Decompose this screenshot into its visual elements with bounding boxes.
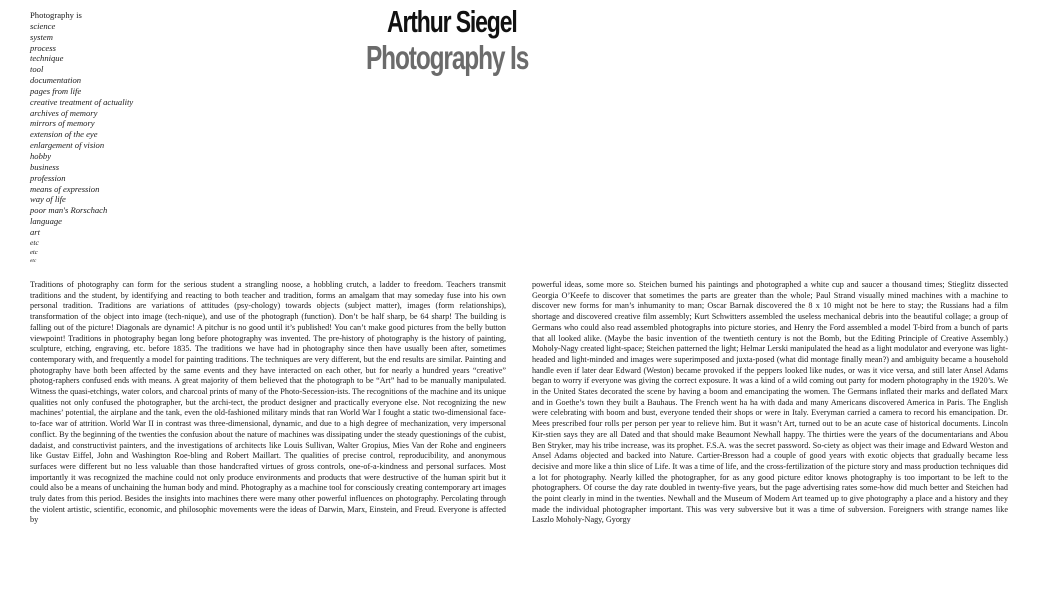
list-item-etc: etc — [30, 248, 38, 256]
list-item: hobby — [30, 150, 52, 161]
body-text: powerful ideas, some more so. Steichen burned his paintings and photographed a white cup and saucer a thousand times; Stieglitz dissected Georgia O’Keefe to discover that sometimes the parts are greater than the whole; Paul Strand visually mined machines with a machine to discover new forms for man’s inhumanity to man; Oscar Barnak discovered the 8 x 10 might not be here to stay; the Russians had a film shortage and discovered creative film assembly; Kurt Schwitters assembled the useless mechanical debris into the beautiful collage; a group of Germans who could also read assembled photographs into picture stories, and Henry the Ford assembled a model T-bird from a bunch of parts that all looked alike. (Maybe the basic invention of the twentieth century is not the Bomb, but the Editing Principle of Creative Assembly.) Moholy-Nagy created light-space; Steichen patterned the light; Helmar Lerski manipulated the head as a light modulator and everyone was light-headed and light-minded and images were superimposed and juxta-posed (what did montage finally mean?) and ambiguity became a household handle even if later dear Edward (Weston) became provoked if the peppers looked like nudes, or was it vice versa, and still later Ansel Adams began to worry if everyone was giving the correct exposure. It was a kind of a wild coming out party for modern photography in the 1920’s. We in the United States decorated the scene by having a boom and emancipating the women. The Germans inflated their marks and deflated Marx and in Goethe’s town they built a Bauhaus. The French went ha ha with dada and many Americans discovered America in Paris. The English were celebrating with boom and bust, everyone tended their shops or were in Italy. Everyman carried a camera to record his emancipation. Dr. Mees prescribed four rolls per person per year to relieve him. But it wasn’t Art, turned out to be an acute case of historical documents. Lincoln Kir-stien says they are all Dated and that should make Beaumont Newhall happy. The thirties were the years of the documentarians and Abou Ben Stryker, may his tribe increase, was its prophet. F.S.A. was the secret password. So-ciety as object was their image and Edward Weston and Ansel Adams objected and backed into Nature. Cartier-Bresson had a couple of good years with exotic objects that gradually became less decisive and more like a thin slice of Life. It was a time of life, and the cross-fertilization of the picture story and mass production techniques did a lot for photography. Nearly killed the photographer, for as any good picture editor knows photography is too important to be left to the photographers. Of course the day rate doubled in twenty-five years, but the page advertising rates some-how did much better and Steichen had the point clearly in mind in the twenties. Newhall and the Museum of Modern Art teamed up to give photography a place and a history and they made the individual photographer important. This was very subversive but it was a time of subversion. Foreigners with strange names like Laszlo Moholy-Nagy, Gyorgy — [532, 280, 1008, 525]
list-item: art — [30, 226, 41, 237]
list-item: enlargement of vision — [30, 140, 105, 151]
list-item: tool — [30, 64, 44, 75]
list-item: business — [30, 161, 60, 172]
article-title: Photography Is — [366, 39, 529, 76]
list-item: creative treatment of actuality — [30, 96, 134, 107]
list-item: pages from life — [30, 85, 82, 96]
list-item: extension of the eye — [30, 129, 98, 140]
list-item: documentation — [30, 75, 82, 86]
list-item: technique — [30, 53, 64, 64]
list-item: process — [30, 42, 56, 53]
list-item: poor man's Rorschach — [30, 205, 108, 216]
body-text: Traditions of photography can form for the serious student a strangling noose, a hobbling crutch, a ladder to freedom. Teachers transmit traditions and the student, by identifying and reacting to both teacher and tradition, forms an amalgam that may someday fuse into his own personal tradition. Traditions are variations of attitudes (psy-chology) towards objects (subject matter), images (form relationships), transformation of the object into image (tech-nique), and use of the photograph (function). Don’t be half sharp, be 64 sharp! The building is falling out of the picture! Diagonals are dynamic! A pitchur is no good until it’s published! You can’t make good pictures from the belly button viewpoint! Traditions in photography began long before photography was invented. The pre-history of photography is the history of painting, sculpture, etching, engraving, etc. before 1835. The traditions we have had in photography since then have usually been after, sometimes contemporary with, and frequently a model for painting traditions. The techniques are very different, but the end results are similar. Painting and photography have both been affected by the same events and they have interacted on each other, but for nearly a hundred years “creative” photog-raphers confused ends with means. A great majority of them believed that the photograph to be “Art” had to be manually manipulated. Witness the quasi-etchings, water colors, and charcoal prints of many of the Photo-Secession-ists. The recognitions of the machine and its unique qualities not only confused the photographer, but the archi-tect, the product designer and practically everyone else. Not recognizing the new machines’ potential, the airplane and the tank, even the old-fashioned military minds that ran World War I fought a static two-dimensional face-to-face war of attrition. World War II in contrast was three-dimensional, dynamic, and due to a high degree of mechanization, very impersonal conflict. By the beginning of the twenties the confusion about the nature of machines was dissipating under the steady questionings of the cubist, dadaist, and constructivist painters, and the investigations of architects like Louis Sullivan, Walter Gropius, Mies Van der Rohe and engineers like Gustav Eiffel, John and Washington Roe-bling and Robert Maillart. The qualities of precise control, reproducibility, and anonymous surfaces were different but no less valuable than those handcrafted virtues of gross controls, one-of-a-kindness and personal surfaces. Most importantly it was recognized the machine could not only produce environments and products that were destructive of the human spirit but it could also be a means of unchaining the human body and mind. Photography as a machine tool for consciously creating contemporary art images truly dates from this period. Besides the insights into machines there were many other powerful influences on photography. Percolating through the violent artistic, scientific, economic, and philosophic movements were the ideas of Darwin, Marx, Einstein, and Freud. Everyone is affected by — [30, 280, 506, 525]
list-item: way of life — [30, 194, 66, 205]
list-item-etc: etc — [30, 257, 37, 264]
list-item-etc: etc — [30, 237, 39, 247]
list-item: profession — [30, 172, 66, 183]
list-item: means of expression — [30, 183, 100, 194]
list-item: archives of memory — [30, 107, 98, 118]
author-name: Arthur Siegel — [387, 4, 517, 39]
list-item: language — [30, 216, 62, 227]
list-item: science — [30, 20, 56, 31]
list-item: mirrors of memory — [30, 118, 95, 129]
photography-is-list — [30, 10, 133, 265]
body-column-right — [532, 280, 1008, 580]
list-heading: Photography is — [30, 10, 82, 20]
body-column-left — [30, 280, 506, 580]
list-item: system — [30, 31, 53, 42]
